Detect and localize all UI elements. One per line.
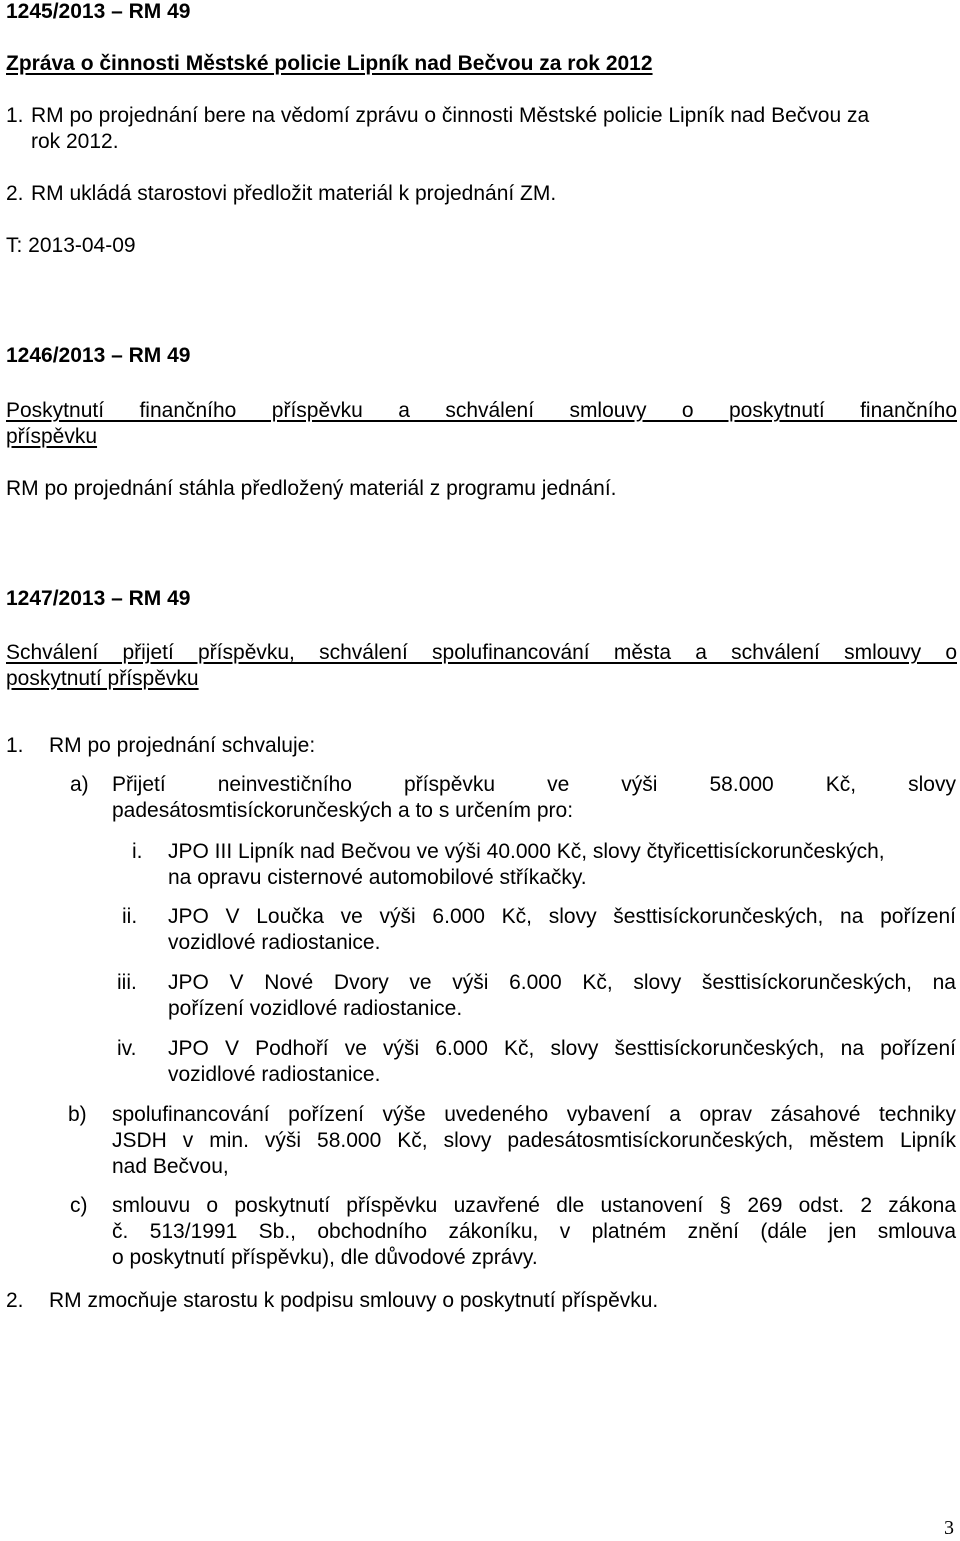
- roman-item-text: JPO V Loučka ve výši 6.000 Kč, slovy šesttisíckorunčeských, na pořízení: [168, 905, 956, 928]
- item-number: 2.: [6, 1289, 24, 1312]
- roman-number: iv.: [117, 1037, 137, 1060]
- subitem-text: smlouvu o poskytnutí příspěvku uzavřené dle ustanovení § 269 odst. 2 zákona: [112, 1194, 956, 1217]
- roman-item-text: pořízení vozidlové radiostanice.: [168, 997, 463, 1020]
- roman-item-text: vozidlové radiostanice.: [168, 931, 381, 954]
- page-number: 3: [944, 1517, 954, 1539]
- item-text: RM po projednání schvaluje:: [49, 734, 316, 757]
- roman-number: ii.: [122, 905, 138, 928]
- resolution-heading-1245: 1245/2013 – RM 49: [6, 0, 191, 23]
- subitem-label: a): [70, 773, 89, 796]
- subitem-label: b): [68, 1103, 87, 1126]
- subitem-text: JSDH v min. výši 58.000 Kč, slovy padesátosmtisíckorunčeských, městem Lipník: [112, 1129, 956, 1152]
- resolution-title-1247-cont: poskytnutí příspěvku: [6, 667, 199, 690]
- roman-item-text: JPO III Lipník nad Bečvou ve výši 40.000 Kč, slovy čtyřicettisíckorunčeských,: [168, 840, 885, 863]
- resolution-title-1246-cont: příspěvku: [6, 425, 98, 448]
- roman-item-text: na opravu cisternové automobilové stříkačky.: [168, 866, 587, 889]
- item-number: 1.: [6, 104, 24, 127]
- item-text: RM po projednání bere na vědomí zprávu o činnosti Městské policie Lipník nad Bečvou za: [31, 104, 870, 127]
- resolution-title-1245: Zpráva o činnosti Městské policie Lipník nad Bečvou za rok 2012: [6, 52, 653, 75]
- subitem-text: č. 513/1991 Sb., obchodního zákoníku, v platném znění (dále jen smlouva: [112, 1220, 956, 1243]
- subitem-text: spolufinancování pořízení výše uvedeného vybavení a oprav zásahové techniky: [112, 1103, 956, 1126]
- subitem-text: padesátosmtisíckorunčeských a to s určením pro:: [112, 799, 574, 822]
- subitem-text: Přijetí neinvestičního příspěvku ve výši 58.000 Kč, slovy: [112, 773, 956, 796]
- item-text: RM zmocňuje starostu k podpisu smlouvy o poskytnutí příspěvku.: [49, 1289, 659, 1312]
- resolution-heading-1246: 1246/2013 – RM 49: [6, 344, 191, 367]
- resolution-body: RM po projednání stáhla předložený materiál z programu jednání.: [6, 477, 617, 500]
- subitem-text: o poskytnutí příspěvku), dle důvodové zprávy.: [112, 1246, 538, 1269]
- item-text: RM ukládá starostovi předložit materiál k projednání ZM.: [31, 182, 557, 205]
- resolution-title-1246: Poskytnutí finančního příspěvku a schválení smlouvy o poskytnutí finančního: [6, 399, 957, 422]
- item-number: 2.: [6, 182, 24, 205]
- roman-number: iii.: [117, 971, 137, 994]
- roman-number: i.: [132, 840, 143, 863]
- roman-item-text: JPO V Podhoří ve výši 6.000 Kč, slovy šesttisíckorunčeských, na pořízení: [168, 1037, 956, 1060]
- roman-item-text: JPO V Nové Dvory ve výši 6.000 Kč, slovy šesttisíckorunčeských, na: [168, 971, 956, 994]
- deadline: T: 2013-04-09: [6, 234, 136, 257]
- item-text: rok 2012.: [31, 130, 119, 153]
- subitem-text: nad Bečvou,: [112, 1155, 229, 1178]
- roman-item-text: vozidlové radiostanice.: [168, 1063, 381, 1086]
- resolution-title-1247: Schválení přijetí příspěvku, schválení spolufinancování města a schválení smlouvy o: [6, 641, 957, 664]
- resolution-heading-1247: 1247/2013 – RM 49: [6, 587, 191, 610]
- subitem-label: c): [70, 1194, 88, 1217]
- item-number: 1.: [6, 734, 24, 757]
